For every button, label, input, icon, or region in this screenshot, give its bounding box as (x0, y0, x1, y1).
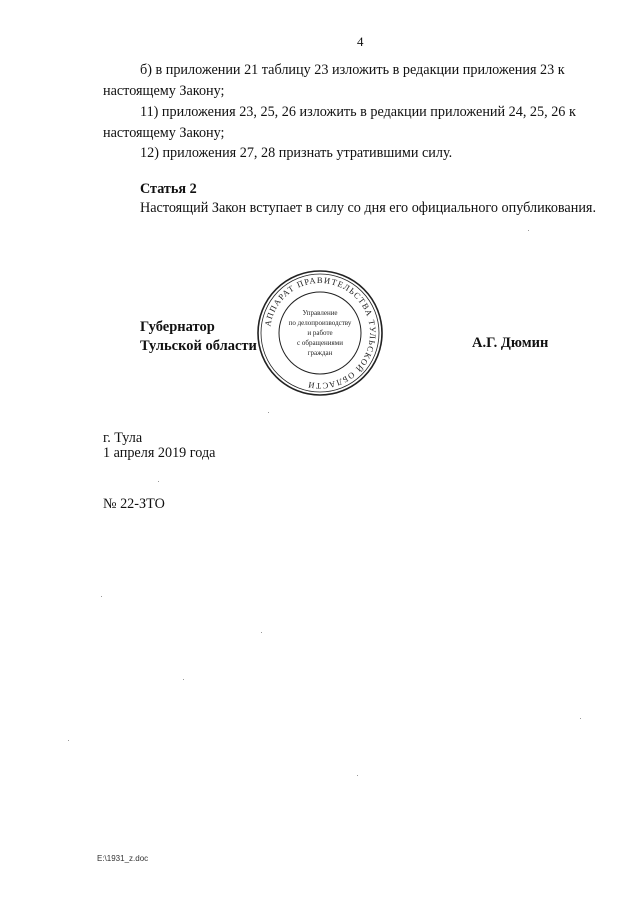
page-number: 4 (357, 34, 364, 49)
signatory-title-line2: Тульской области (140, 338, 257, 354)
stamp-center-line4: с обращениями (297, 339, 343, 347)
article-heading: Статья 2 (140, 181, 197, 197)
article-text: Настоящий Закон вступает в силу со дня его официального опубликования. (140, 200, 596, 216)
scan-speck (183, 679, 184, 680)
scan-speck (528, 230, 529, 231)
footer-filename: E:\1931_z.doc (97, 854, 149, 863)
paragraph-b: б) в приложении 21 таблицу 23 изложить в редакции приложения 23 к настоящему Закону; (103, 62, 565, 99)
scan-speck (68, 740, 69, 741)
scan-speck (158, 481, 159, 482)
signatory-name: А.Г. Дюмин (472, 335, 549, 351)
scan-speck (268, 412, 269, 413)
stamp-center-line5: граждан (307, 349, 333, 357)
paragraph-11: 11) приложения 23, 25, 26 изложить в редакции приложений 24, 25, 26 к настоящему Закону; (103, 104, 576, 141)
scan-speck (580, 718, 581, 719)
signatory-title (140, 318, 257, 356)
scan-speck (101, 596, 102, 597)
stamp-ring-text: АППАРАТ ПРАВИТЕЛЬСТВА ТУЛЬСКОЙ ОБЛАСТИ (262, 274, 379, 392)
signing-date: 1 апреля 2019 года (103, 445, 216, 461)
stamp-center-line1: Управление (302, 309, 338, 317)
paragraph-12: 12) приложения 27, 28 признать утратившими силу. (140, 145, 453, 161)
stamp-center-line2: по делопроизводству (288, 319, 352, 327)
scan-speck (261, 632, 262, 633)
signatory-title-line1: Губернатор (140, 319, 215, 335)
stamp-center-line3: и работе (307, 329, 333, 337)
law-number: № 22-ЗТО (103, 496, 165, 512)
official-stamp (255, 268, 385, 398)
place: г. Тула (103, 430, 143, 446)
scan-speck (357, 775, 358, 776)
